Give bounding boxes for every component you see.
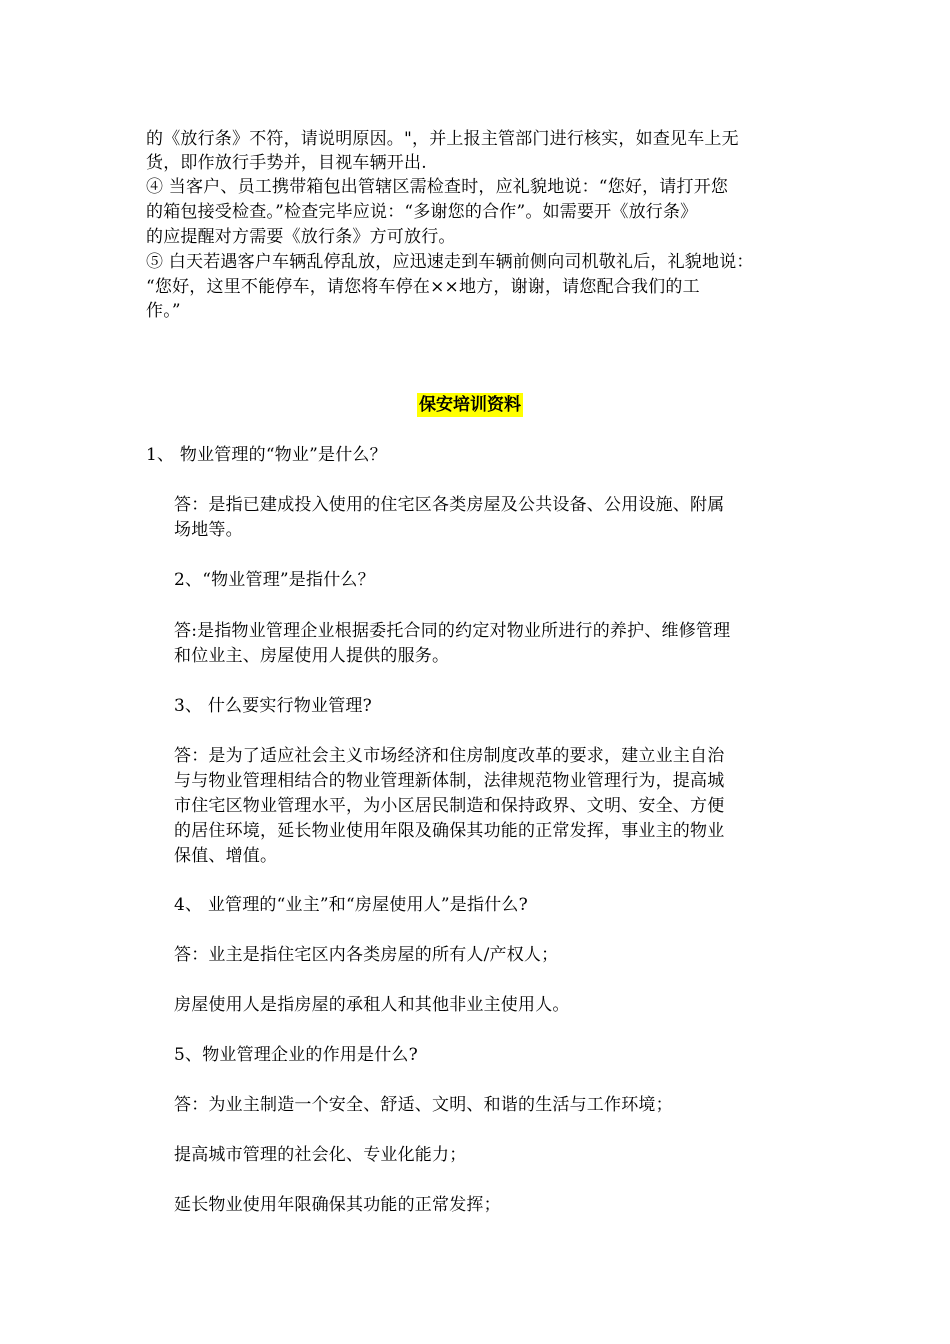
text-line: ④ 当客户、员工携带箱包出管辖区需检查时，应礼貌地说：“您好，请打开您: [146, 177, 729, 197]
answer-5-line: 延长物业使用年限确保其功能的正常发挥；: [174, 1195, 501, 1215]
text-line: 的箱包接受检查。”检查完毕应说：“多谢您的合作”。如需要开《放行条》: [146, 202, 698, 222]
answer-5-line: 提高城市管理的社会化、专业化能力；: [174, 1145, 467, 1165]
answer-2-line: 和位业主、房屋使用人提供的服务。: [174, 646, 450, 666]
question-5: 5、物业管理企业的作用是什么?: [174, 1045, 418, 1065]
answer-3-line: 市住宅区物业管理水平，为小区居民制造和保持政界、文明、安全、方便: [174, 796, 725, 816]
answer-1-line: 场地等。: [174, 520, 243, 540]
question-1: 1、 物业管理的“物业”是什么？: [146, 445, 387, 465]
text-line: 的《放行条》不符，请说明原因。"，并上报主管部门进行核实，如查见车上无: [146, 129, 739, 149]
text-line: 作。”: [146, 301, 181, 321]
text-line: “您好，这里不能停车，请您将车停在××地方，谢谢，请您配合我们的工: [146, 277, 700, 297]
question-4: 4、 业管理的“业主”和“房屋使用人”是指什么?: [174, 895, 528, 915]
answer-3-line: 与与物业管理相结合的物业管理新体制，法律规范物业管理行为，提高城: [174, 771, 725, 791]
answer-4-line: 房屋使用人是指房屋的承租人和其他非业主使用人。: [174, 995, 570, 1015]
answer-1-line: 答：是指已建成投入使用的住宅区各类房屋及公共设备、公用设施、附属: [174, 495, 725, 515]
answer-4-line: 答：业主是指住宅区内各类房屋的所有人/产权人；: [174, 945, 559, 965]
text-line: 的应提醒对方需要《放行条》方可放行。: [146, 227, 456, 247]
answer-2-line: 答:是指物业管理企业根据委托合同的约定对物业所进行的养护、维修管理: [174, 621, 731, 641]
question-3: 3、 什么要实行物业管理?: [174, 696, 372, 716]
text-line: ⑤ 白天若遇客户车辆乱停乱放，应迅速走到车辆前侧向司机敬礼后，礼貌地说：: [146, 252, 754, 272]
answer-5-line: 答：为业主制造一个安全、舒适、文明、和谐的生活与工作环境；: [174, 1095, 673, 1115]
answer-3-line: 的居住环境，延长物业使用年限及确保其功能的正常发挥，事业主的物业: [174, 821, 725, 841]
section-title: 保安培训资料: [419, 395, 521, 415]
answer-3-line: 答：是为了适应社会主义市场经济和住房制度改革的要求，建立业主自治: [174, 746, 725, 766]
text-line: 货，即作放行手势并，目视车辆开出.: [146, 153, 427, 173]
answer-3-line: 保值、增值。: [174, 846, 278, 866]
question-2: 2、“物业管理”是指什么？: [174, 570, 375, 590]
